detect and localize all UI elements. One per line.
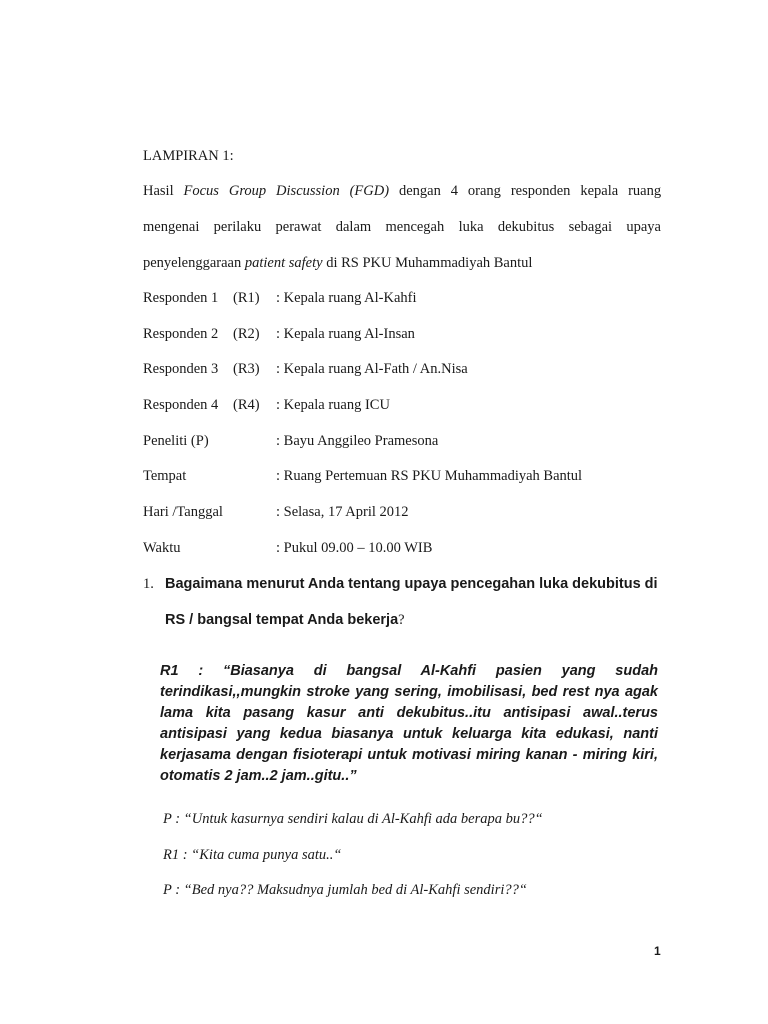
- answer-line-6: otomatis 2 jam..2 jam..gitu..”: [160, 768, 357, 784]
- answer-line-5: kerjasama dengan fisioterapi untuk motivasi miring kanan - miring kiri,: [160, 747, 658, 763]
- intro-line-2: mengenai perilaku perawat dalam mencegah luka dekubitus sebagai upaya: [143, 219, 661, 235]
- page-number: 1: [654, 944, 661, 958]
- heading: LAMPIRAN 1:: [143, 148, 234, 164]
- answer-line-4: antisipasi yang kedua biasanya untuk keluarga kita edukasi, nanti: [160, 726, 658, 742]
- question-number: 1.: [143, 576, 154, 592]
- dialogue-line-2: R1 : “Kita cuma punya satu..“: [163, 847, 342, 863]
- intro-line-1: Hasil Focus Group Discussion (FGD) dengan 4 orang responden kepala ruang: [143, 183, 662, 199]
- answer-line-3: lama kita pasang kasur anti dekubitus..itu antisipasi awal..terus: [160, 705, 658, 721]
- dialogue-line-3: P : “Bed nya?? Maksudnya jumlah bed di Al-Kahfi sendiri??“: [163, 882, 527, 898]
- answer-line-1: R1 : “Biasanya di bangsal Al-Kahfi pasien yang sudah: [160, 663, 658, 679]
- question-line-1: Bagaimana menurut Anda tentang upaya pencegahan luka dekubitus di: [165, 576, 658, 592]
- dialogue-line-1: P : “Untuk kasurnya sendiri kalau di Al-Kahfi ada berapa bu??“: [163, 811, 543, 827]
- answer-line-2: terindikasi,,mungkin stroke yang sering, imobilisasi, bed rest nya agak: [160, 684, 658, 700]
- question-line-2: RS / bangsal tempat Anda bekerja?: [165, 612, 405, 628]
- intro-line-3: penyelenggaraan patient safety di RS PKU Muhammadiyah Bantul: [143, 255, 533, 271]
